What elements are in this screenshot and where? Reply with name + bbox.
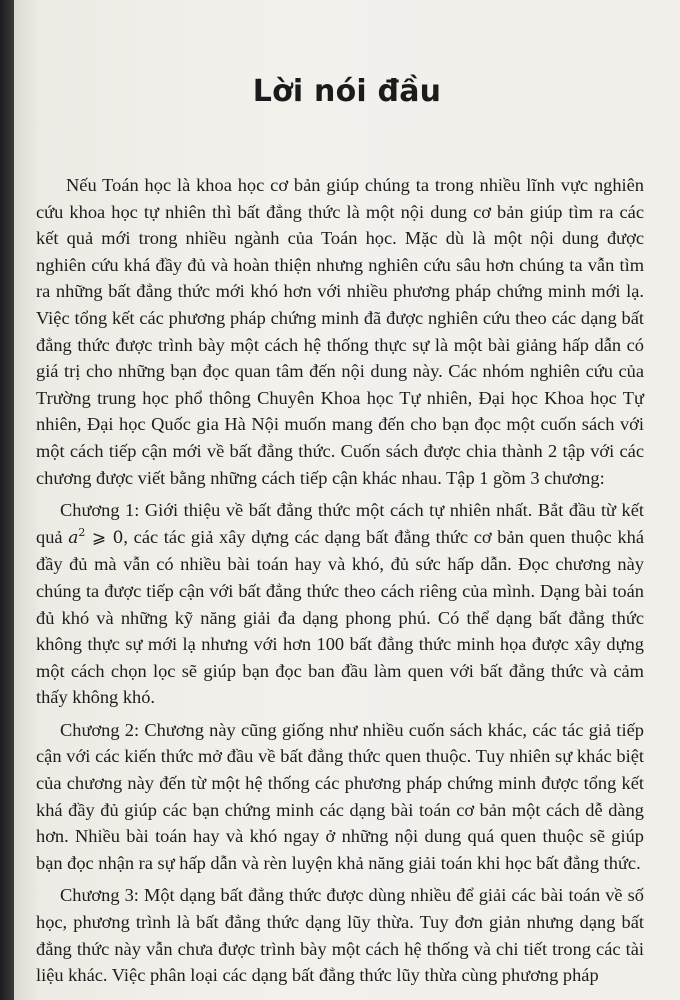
math-exponent: 2	[78, 525, 86, 539]
book-spine-shadow	[0, 0, 14, 1000]
paragraph-chapter-1	[36, 497, 644, 711]
book-page	[14, 0, 680, 1000]
paragraph-chapter-3: Chương 3: Một dạng bất đẳng thức được dùng nhiều để giải các bài toán về số học, phương trình là bất đẳng thức dạng lũy thừa. Tuy đơn giản nhưng dạng bất đẳng thức này vẫn chưa được trình bày một cách hệ thống và chi tiết trong các tài liệu khác. Việc phân loại các dạng bất đẳng thức lũy thừa cùng phương pháp	[36, 885, 644, 986]
math-rest: ⩾ 0	[85, 527, 124, 548]
chapter-1-text-end: , các tác giả xây dựng các dạng bất đẳng thức cơ bản quen thuộc khá đầy đủ mà vẫn có nhiều bài toán hay và khó, đủ sức hấp dẫn. Đọc chương này chúng ta được tiếp cận với bất đẳng thức theo cách riêng của mình. Dạng bài toán đủ khó và những kỹ năng giải đa dạng phong phú. Có thể dạng bất đẳng thức không thực sự mới lạ nhưng với hơn 100 bất đẳng thức minh họa được xây dựng một cách chọn lọc sẽ giúp bạn đọc ban đầu làm quen với bất đẳng thức và cảm thấy không khó.	[36, 526, 644, 708]
paragraph-chapter-2: Chương 2: Chương này cũng giống như nhiều cuốn sách khác, các tác giả tiếp cận với các kiến thức mở đầu về bất đẳng thức quen thuộc. Tuy nhiên sự khác biệt của chương này đến từ một hệ thống các phương pháp chứng minh được tổng kết khá đầy đủ giúp các bạn chứng minh các dạng bài toán cơ bản một cách dễ dàng hơn. Nhiều bài toán hay và khó ngay ở những nội dung quá quen thuộc sẽ giúp bạn đọc nhận ra sự hấp dẫn và rèn luyện khả năng giải toán khi học bất đẳng thức.	[36, 719, 644, 873]
preface-body	[36, 172, 644, 995]
math-expression	[68, 525, 124, 548]
math-base: a	[68, 527, 79, 548]
page-title: Lời nói đầu	[252, 74, 442, 109]
chapter-1-text-start: Chương 1: Giới thiệu về bất đẳng thức một cách tự nhiên nhất. Bắt đầu từ kết quả	[36, 500, 644, 547]
paragraph-intro: Nếu Toán học là khoa học cơ bản giúp chúng ta trong nhiều lĩnh vực nghiên cứu khoa học tự nhiên thì bất đẳng thức là một nội dung cơ bản giúp tìm ra các kết quả mới trong nhiều ngành của Toán học. Mặc dù là một nội dung được nghiên cứu khá đầy đủ và hoàn thiện nhưng nghiên cứu sâu hơn chúng ta vẫn tìm ra những bất đẳng thức mới khó hơn với nhiều phương pháp chứng minh mới lạ. Việc tổng kết các phương pháp chứng minh đã được nghiên cứu theo các dạng bất đẳng thức được trình bày một cách hệ thống thực sự là một bài giảng hấp dẫn có giá trị cho những bạn đọc quan tâm đến nội dung này. Các nhóm nghiên cứu của Trường trung học phổ thông Chuyên Khoa học Tự nhiên, Đại học Khoa học Tự nhiên, Đại học Quốc gia Hà Nội muốn mang đến cho bạn đọc một cuốn sách với một cách tiếp cận mới về bất đẳng thức. Cuốn sách được chia thành 2 tập với các chương được viết bằng những cách tiếp cận khác nhau. Tập 1 gồm 3 chương:	[36, 175, 644, 488]
